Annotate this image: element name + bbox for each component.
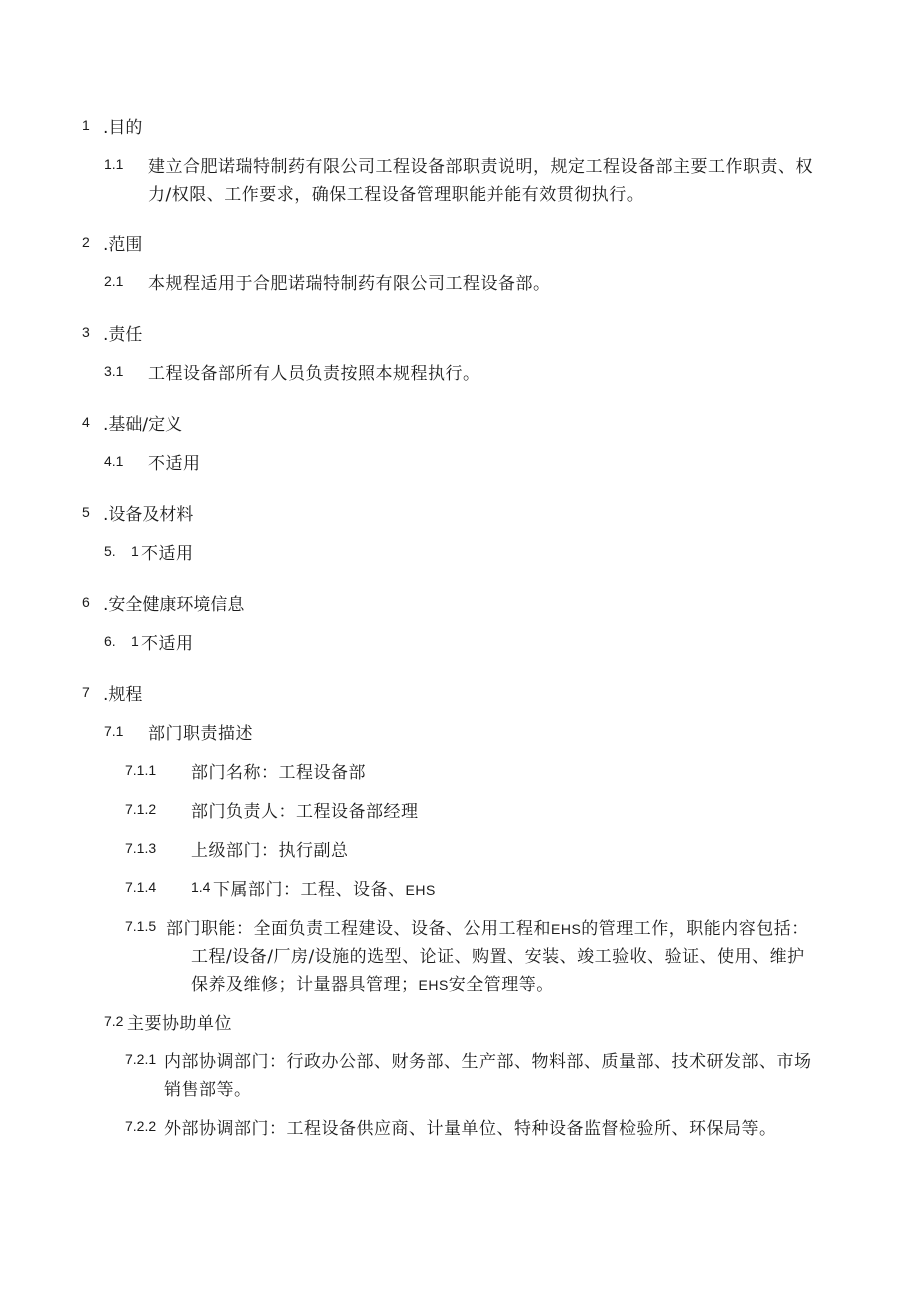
section-number: 4: [82, 414, 90, 430]
section-number: 2: [82, 234, 90, 250]
item-text: 的管理工作，职能内容包括：: [581, 919, 809, 939]
item-number: 3.1: [104, 363, 124, 379]
section-title: .安全健康环境信息: [103, 595, 245, 615]
item-number: 7.1.2: [125, 801, 157, 817]
item-text-line: 部门名称：工程设备部: [191, 763, 366, 783]
item-text: 下属部门：工程、设备、: [213, 880, 406, 900]
item-text-line: [191, 970, 554, 995]
item-text-line: 工程/设备/厂房/设施的选型、论证、购置、安装、竣工验收、验证、使用、维护: [191, 947, 805, 967]
item-text-line: 本规程适用于合肥诺瑞特制药有限公司工程设备部。: [148, 274, 551, 294]
item-number-suffix: 1: [131, 543, 139, 559]
item-text: 保养及维修；计量器具管理；: [191, 975, 419, 995]
item-number: 7.1: [104, 723, 124, 739]
section-title: .目的: [103, 118, 143, 138]
item-number: 7.1.1: [125, 762, 157, 778]
section-title: .范围: [103, 235, 143, 255]
section-number: 3: [82, 324, 90, 340]
item-prefix-number: 1.4: [191, 879, 211, 895]
section-title: .规程: [103, 685, 143, 705]
item-text-latin: EHS: [405, 882, 436, 898]
item-number: 7.1.3: [125, 840, 157, 856]
item-number: 7.2.1: [125, 1051, 157, 1067]
item-text-line: 工程设备部所有人员负责按照本规程执行。: [148, 364, 481, 384]
section-number: 5: [82, 504, 90, 520]
item-text-line: [213, 875, 436, 900]
item-text-latin: EHS: [551, 921, 582, 937]
item-text-line: 内部协调部门：行政办公部、财务部、生产部、物料部、质量部、技术研发部、市场: [164, 1052, 812, 1072]
item-text-line: [166, 914, 809, 939]
item-number: 5.: [104, 543, 116, 559]
item-text-line: 不适用: [148, 454, 201, 474]
item-text-line: 外部协调部门：工程设备供应商、计量单位、特种设备监督检验所、环保局等。: [164, 1119, 777, 1139]
section-number: 7: [82, 684, 90, 700]
item-text-line: 力/权限、工作要求，确保工程设备管理职能并能有效贯彻执行。: [148, 185, 645, 205]
item-text: 部门职能：全面负责工程建设、设备、公用工程和: [166, 919, 551, 939]
item-number: 7.1.5: [125, 918, 157, 934]
section-title: .责任: [103, 325, 143, 345]
section-title: .基础/定义: [103, 415, 183, 435]
item-text-line: 上级部门：执行副总: [191, 841, 349, 861]
item-number: 7.2: [104, 1013, 124, 1029]
section-title: .设备及材料: [103, 505, 194, 525]
item-text-line: 不适用: [141, 544, 194, 564]
item-number: 7.2.2: [125, 1118, 157, 1134]
item-number: 6.: [104, 633, 116, 649]
item-text-line: 不适用: [141, 634, 194, 654]
item-text-line: 销售部等。: [164, 1080, 252, 1100]
item-text-line: 部门负责人：工程设备部经理: [191, 802, 419, 822]
item-text-line: 主要协助单位: [127, 1014, 232, 1034]
section-number: 1: [82, 117, 90, 133]
section-number: 6: [82, 594, 90, 610]
item-text-latin: EHS: [418, 977, 449, 993]
item-number: 1.1: [104, 156, 124, 172]
item-number-suffix: 1: [131, 633, 139, 649]
item-text-line: 建立合肥诺瑞特制药有限公司工程设备部职责说明，规定工程设备部主要工作职责、权: [148, 157, 813, 177]
item-text: 安全管理等。: [448, 975, 554, 995]
item-number: 2.1: [104, 273, 124, 289]
item-number: 4.1: [104, 453, 124, 469]
item-text-line: 部门职责描述: [148, 724, 253, 744]
item-number: 7.1.4: [125, 879, 157, 895]
